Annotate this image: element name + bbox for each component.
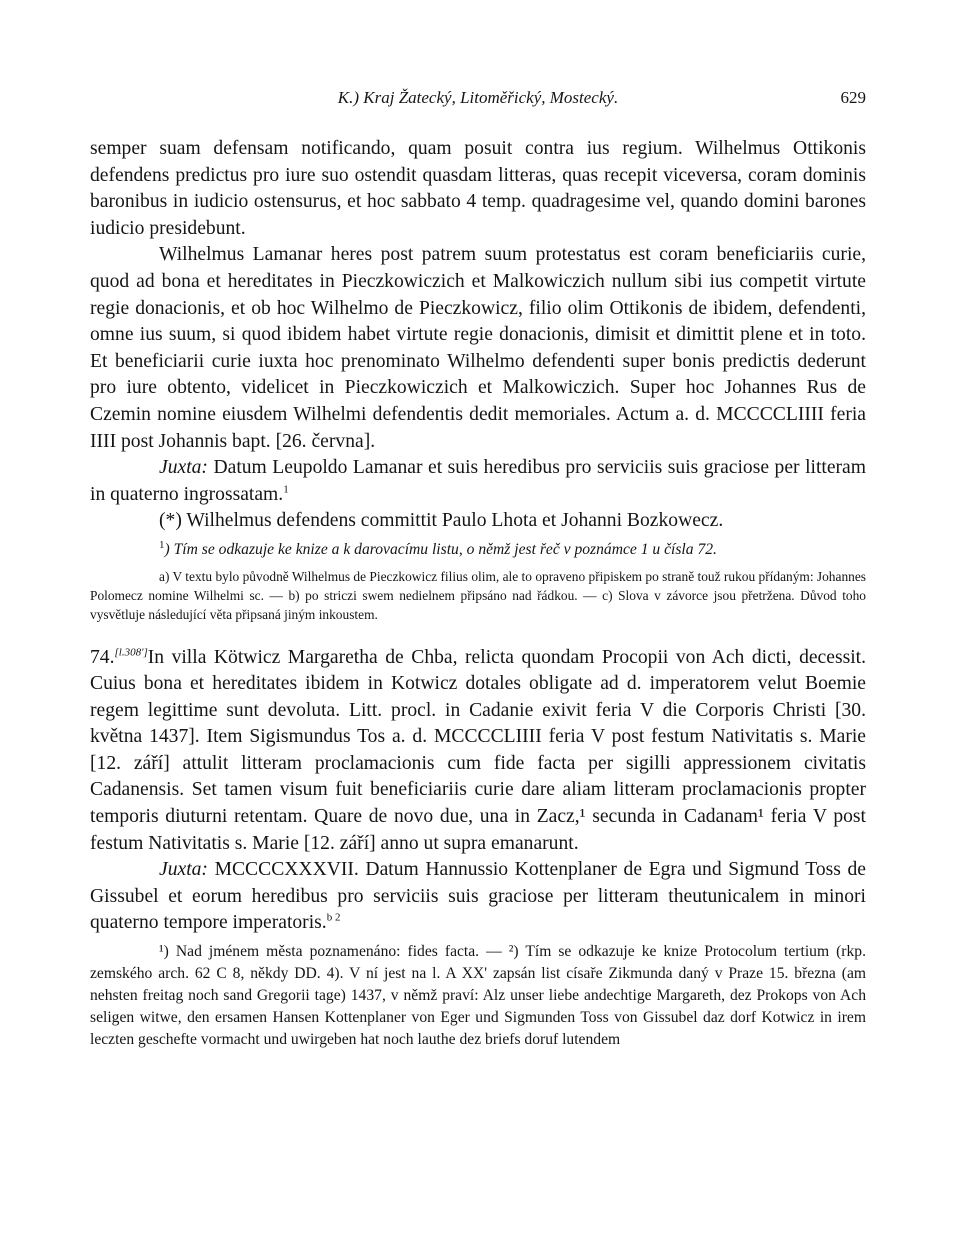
- page-number: 629: [840, 88, 866, 107]
- juxta-text: Datum Leupoldo Lamanar et suis heredibus pro serviciis suis graciose per litteram in quaterno ingrossatam.: [90, 457, 866, 505]
- entry73-paragraph-2: Wilhelmus Lamanar heres post patrem suum protestatus est coram beneficiariis curie, quod ad bona et hereditates in Pieczkowiczich et Malkowiczich nullum sibi ius competit virtute regie donacionis, et ob hoc Wilhelmo de Pieczkowicz, filio olim Ottikonis de ibidem, defendenti, omne ius suum, si quod ibidem habet virtute regie donacionis, dimisit et dimittit plene et in toto. Et beneficiarii curie iuxta hoc prenominato Wilhelmo defendenti super bonis predictis dederunt pro iure obtento, videlicet in Pieczkowiczich et Malkowiczich. Super hoc Johannes Rus de Czemin nomine eiusdem Wilhelmi defendentis dedit memoriales. Actum a. d. MCCCCLIIII feria IIII post Johannis bapt. [26. června].: [90, 244, 866, 452]
- footnote-1-text: ) Tím se odkazuje ke knize a k darovacímu listu, o němž jest řeč v poznámce 1 u čísla 72.: [164, 540, 717, 558]
- footnote-a: a) V textu bylo původně Wilhelmus de Pieczkowicz filius olim, ale to opraveno připiskem po straně touž rukou přídaným: Johannes Polomecz nomine Wilhelmi sc. — b) po striczi swem nedielnem připsáno nad řádkou. — c) Slova v závorce jsou přetržena. Důvod toho vysvětluje následující věta připsaná jiným inkoustem.: [90, 568, 866, 623]
- entry73-paragraph-1: semper suam defensam notificando, quam posuit contra ius regium. Wilhelmus Ottikonis defendens predictus pro iure suo ostendit quasdam litteras, quas recepit viceversa, coram dominis baronibus in iudicio ostensurus, et hoc sabbato 4 temp. quadragesime vel, quando domini barones iudicio presidebunt.: [90, 138, 866, 239]
- footnote-ref: b 2: [326, 911, 341, 924]
- entry73-juxta: [90, 455, 866, 508]
- document-page: [90, 88, 866, 1051]
- page-header: [90, 88, 866, 116]
- entry74-text: In villa Kötwicz Margaretha de Chba, relicta quondam Procopii von Ach dicti, decessit. Cuius bona et hereditates ibidem in Kotwicz dotales obligate ad d. imperatorem velut Boemie regem legittime sunt devoluta. Litt. procl. in Cadanie exivit feria V die Corporis Christi [30. května 1437]. Item Sigismundus Tos a. d. MCCCCLIIII feria V post festum Nativitatis s. Marie [12. září] attulit litteram proclamacionis cum fide facta per sigilli appressionem civitatis Cadanensis. Set tamen visum fuit beneficiariis curie dare aliam litteram proclamacionis propter temporis diuturni retentam. Quare de novo due, una in Zacz,¹ secunda in Cadanam¹ feria V post festum Nativitatis s. Marie [12. září] anno ut supra emanarunt.: [90, 646, 866, 854]
- folio-ref: [l.308']: [114, 645, 148, 658]
- entry-number: 74.: [90, 646, 115, 668]
- running-head: K.) Kraj Žatecký, Litoměřický, Mostecký.: [337, 88, 619, 107]
- juxta-text: MCCCCXXXVII. Datum Hannussio Kottenplaner de Egra und Sigmund Toss de Gissubel et eorum heredibus pro serviciis suis graciose per litteram theutunicalem in minori quaterno tempore imperatoris.: [90, 859, 866, 934]
- juxta-label: Juxta:: [159, 457, 208, 479]
- entry73-star-note: (*) Wilhelmus defendens committit Paulo Lhota et Johanni Bozkowecz.: [159, 510, 724, 532]
- juxta-label: Juxta:: [159, 859, 208, 881]
- entry74-juxta: [90, 857, 866, 937]
- footnote-1: [90, 539, 866, 561]
- entry74-paragraph-1: [90, 645, 866, 858]
- entry73-footnotes: [90, 539, 866, 625]
- footnote-1-mark: 1: [159, 538, 165, 551]
- footnote-ref: 1: [283, 483, 289, 496]
- entry74-footnotes: ¹) Nad jménem města poznamenáno: fides facta. — ²) Tím se odkazuje ke knize Protocolum tertium (rkp. zemského arch. 62 C 8, někdy DD. 4). V ní jest na l. A XX' zapsán list císaře Zikmunda daný v Praze 15. března (am nehsten freitag noch sand Gregorii tage) 1437, v němž praví: Alz unser liebe andechtige Margareth, dez Prokops von Ach seligen witwe, den ersamen Hansen Kottenplaner von Eger und Sigmunden Toss von Gissubel daz dorf Kotwicz in irem leczten geschefte vormacht und uwirgeben hat noch lauthe dez briefs doruf lutendem: [90, 943, 866, 1049]
